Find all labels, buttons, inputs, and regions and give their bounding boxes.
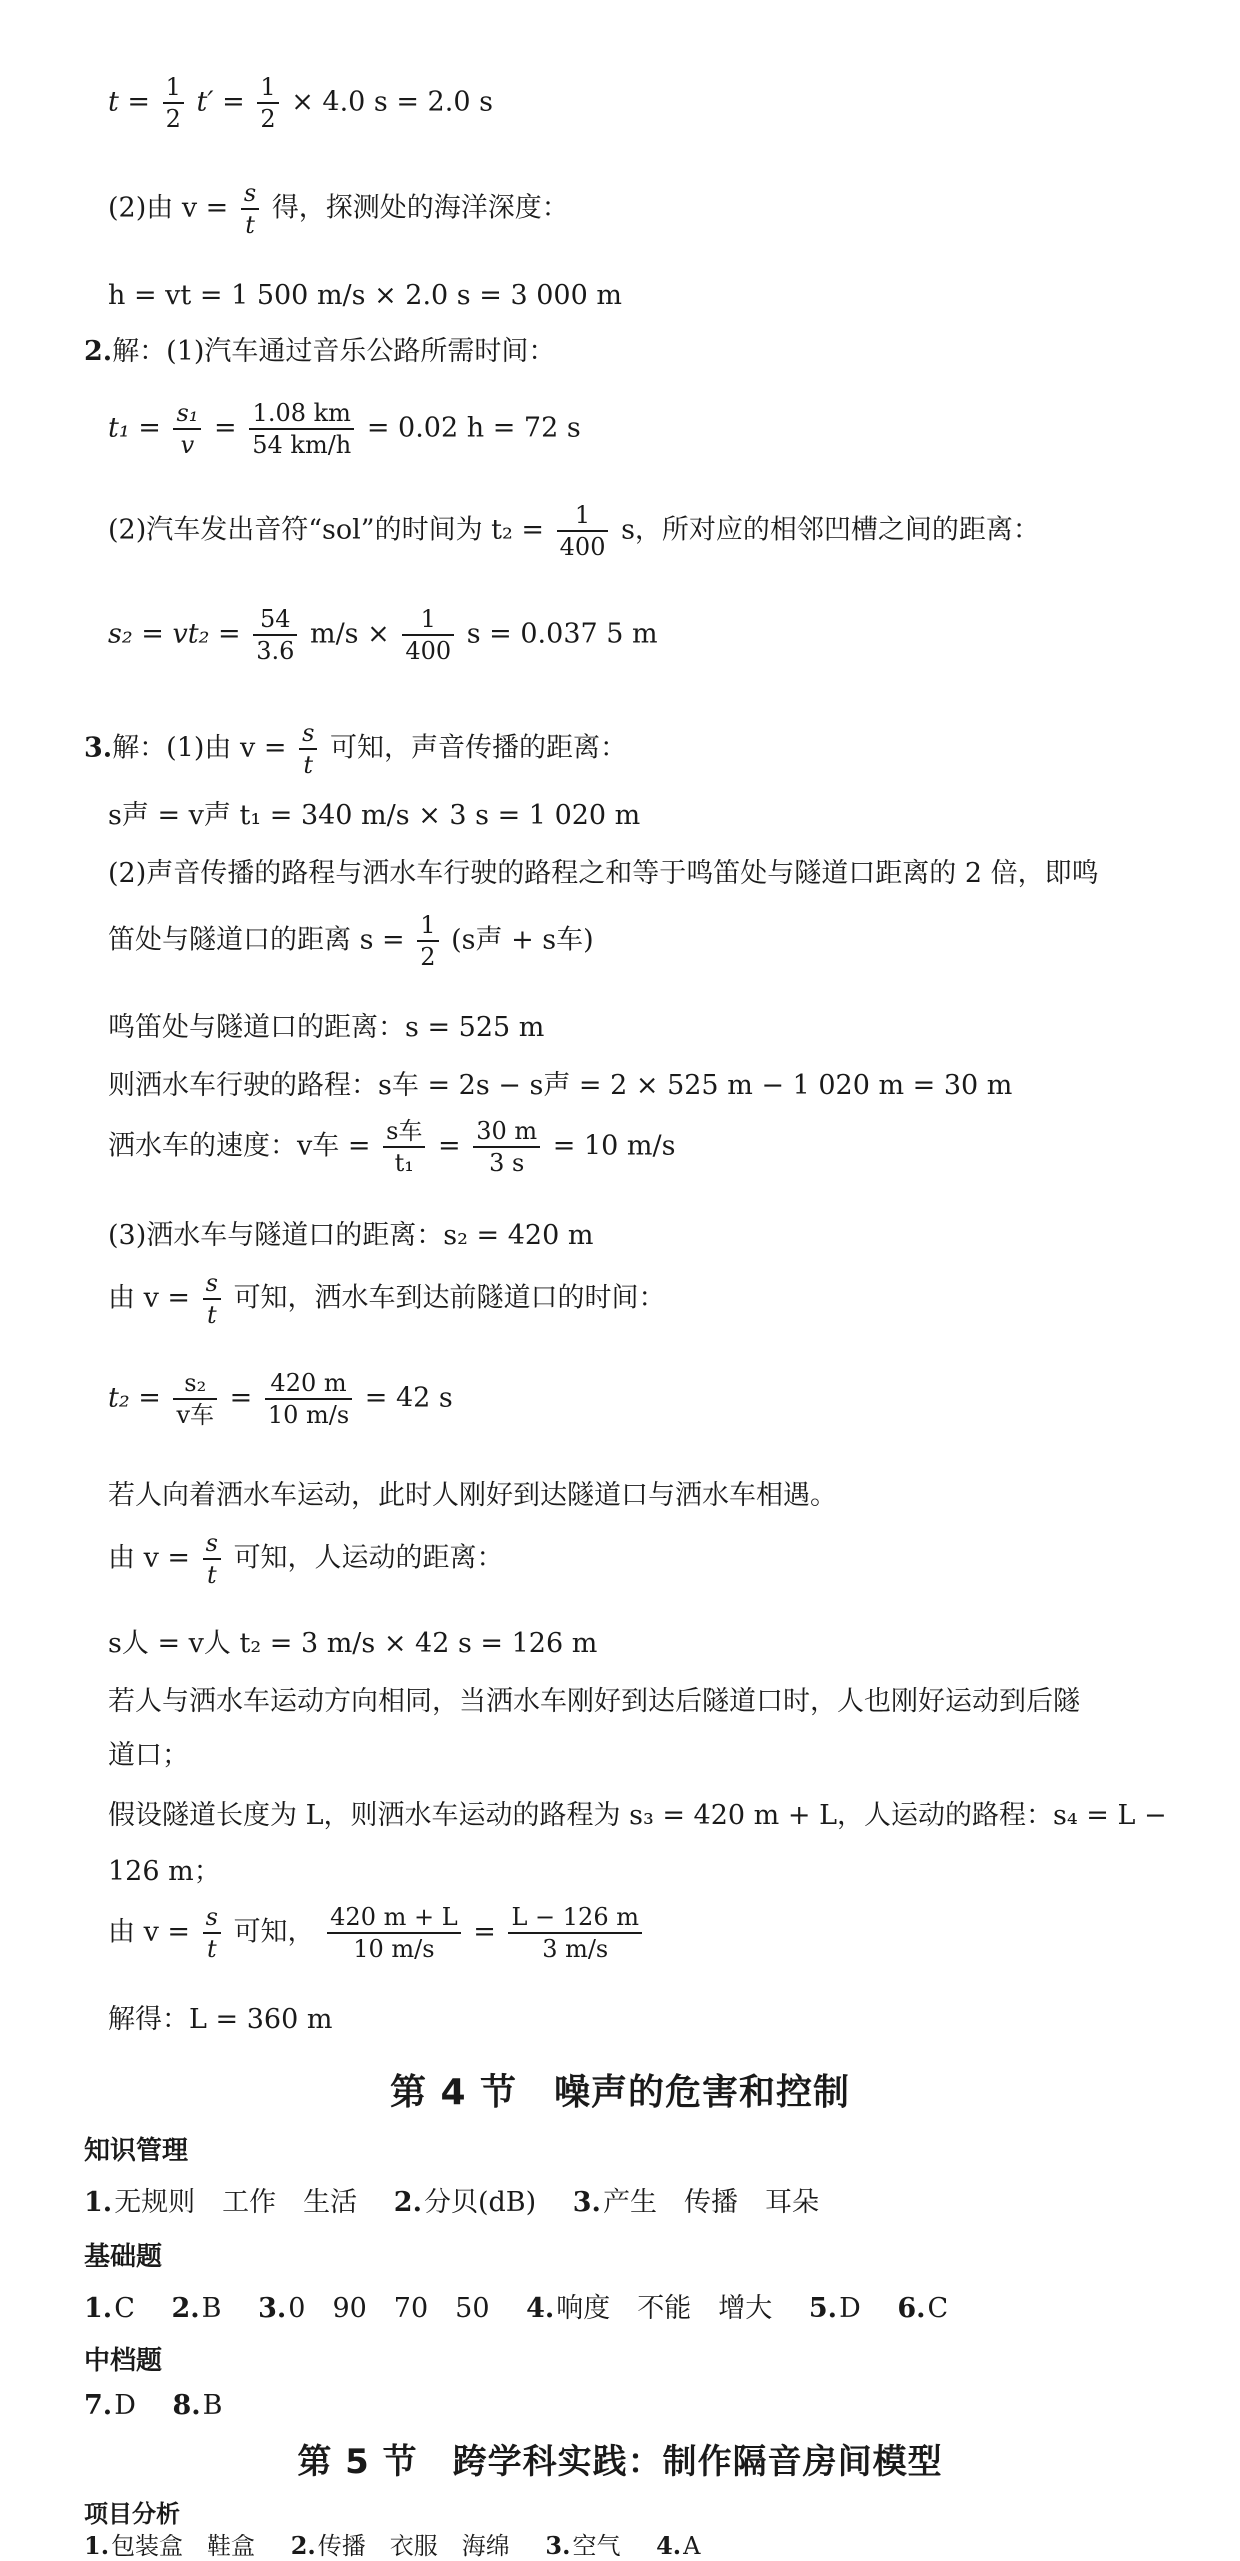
step-depth: (2)由 v = $\frac{s}{t}$ 得，探测处的海洋深度： [108,179,569,239]
fraction: $\frac{1.08 km}{54 km/h}$ [249,398,354,460]
q2-step2: (2)汽车发出音符“sol”的时间为 t₂ = $\frac{1}{400}$ s，所对应的相邻凹槽之间的距离： [108,501,1040,561]
q3-same-direction-2: 道口； [108,1740,189,1771]
q3-step2-line2: 笛处与隧道口的距离 s = $\frac{1}{2}$ (s声 + s车) [108,911,594,971]
fraction: $\frac{s}{t}$ [299,718,317,780]
fraction: $\frac{420 m}{10 m/s}$ [265,1368,352,1430]
fraction: $\frac{30 m}{3 s}$ [473,1116,540,1178]
fraction: $\frac{54}{3.6}$ [253,604,297,666]
q3-step3b: 由 v = $\frac{s}{t}$ 可知，洒水车到达前隧道口的时间： [108,1269,666,1329]
fraction: $\frac{\text{s₂}}{\text{v车}}$ [173,1368,217,1430]
section5-analysis-label: 项目分析 [84,2500,180,2528]
equation-h: h = vt = 1 500 m/s × 2.0 s = 3 000 m [108,280,622,311]
q3-step1: 3.解：(1)由 v = $\frac{s}{t}$ 可知，声音传播的距离： [84,719,627,779]
q3-person-distance: s人 = v人 t₂ = 3 m/s × 42 s = 126 m [108,1628,598,1659]
fraction: $\frac{s}{t}$ [203,1902,221,1964]
fraction: $\frac{\text{s₁}}{v}$ [173,398,201,460]
fraction: $\frac{\text{s车}}{\text{t₁}}$ [383,1116,425,1178]
q2-intro: 2.解：(1)汽车通过音乐公路所需时间： [84,336,556,367]
q3-equation-t2: t₂ = $\frac{\text{s₂}}{\text{v车}}$ = $\frac{420 m}{10 m/s}$ = 42 s [108,1369,453,1429]
fraction: $\frac{420 m + L}{10 m/s}$ [327,1902,461,1964]
section4-mid-answers: 7.D 8.B [84,2390,223,2421]
q3-step4: 由 v = $\frac{s}{t}$ 可知，人运动的距离： [108,1529,504,1589]
section4-knowledge-label: 知识管理 [84,2136,189,2166]
section5-analysis-answers: 1.包装盒 鞋盒 2.传播 衣服 海绵 3.空气 4.A [84,2531,701,2560]
fraction: $\frac{1}{2}$ [257,72,278,134]
fraction: $\frac{s}{t}$ [241,178,259,240]
q3-car-path: 则洒水车行驶的路程：s车 = 2s − s声 = 2 × 525 m − 1 020 m = 30 m [108,1070,1013,1101]
q3-meet: 若人向着洒水车运动，此时人刚好到达隧道口与洒水车相遇。 [108,1480,837,1511]
fraction: $\frac{s}{t}$ [203,1528,221,1590]
q3-assume-2: 126 m； [108,1856,221,1887]
q3-step5: 由 v = $\frac{s}{t}$ 可知， $\frac{420 m + L}{10 m/s}$ = $\frac{L - 126 m}{3 m/s}$ [108,1902,1200,1964]
section4-basic-answers: 1.C 2.B 3.0 90 70 50 4.响度 不能 增大 5.D 6.C [84,2293,949,2324]
q3-car-speed: 洒水车的速度：v车 = $\frac{\text{s车}}{\text{t₁}}$ = $\frac{30 m}{3 s}$ = 10 m/s [108,1117,676,1177]
q3-distance: 鸣笛处与隧道口的距离：s = 525 m [108,1012,545,1043]
q3-sound-distance: s声 = v声 t₁ = 340 m/s × 3 s = 1 020 m [108,800,641,831]
q3-step2-line1: (2)声音传播的路程与洒水车行驶的路程之和等于鸣笛处与隧道口距离的 2 倍，即鸣 [108,858,1099,889]
section4-mid-label: 中档题 [84,2346,163,2376]
fraction: $\frac{1}{400}$ [557,500,609,562]
q2-equation-t1: t₁ = $\frac{\text{s₁}}{v}$ = $\frac{1.08 km}{54 km/h}$ = 0.02 h = 72 s [108,399,581,459]
section4-basic-label: 基础题 [84,2242,163,2272]
fraction: $\frac{L - 126 m}{3 m/s}$ [508,1902,642,1964]
q3-assume-1: 假设隧道长度为 L，则洒水车运动的路程为 s₃ = 420 m + L，人运动的路程：s₄ = L − [108,1800,1167,1831]
q3-same-direction-1: 若人与洒水车运动方向相同，当洒水车刚好到达后隧道口时，人也刚好运动到后隧 [108,1686,1080,1717]
section5-title: 第 5 节 跨学科实践：制作隔音房间模型 [297,2442,943,2482]
fraction: $\frac{1}{2}$ [417,910,438,972]
q3-step3: (3)洒水车与隧道口的距离：s₂ = 420 m [108,1220,594,1251]
fraction: $\frac{1}{2}$ [163,72,184,134]
q2-equation-s2: s₂ = vt₂ = $\frac{54}{3.6}$ m/s × $\frac{1}{400}$ s = 0.037 5 m [108,605,658,665]
q3-result: 解得：L = 360 m [108,2004,333,2035]
section4-knowledge-answers: 1.无规则 工作 生活 2.分贝(dB) 3.产生 传播 耳朵 [84,2187,819,2218]
section4-title: 第 4 节 噪声的危害和控制 [389,2072,851,2113]
fraction: $\frac{s}{t}$ [203,1268,221,1330]
equation-t: t = $\frac{1}{2}$ t′ = $\frac{1}{2}$ × 4.0 s = 2.0 s [108,73,493,133]
fraction: $\frac{1}{400}$ [402,604,454,666]
